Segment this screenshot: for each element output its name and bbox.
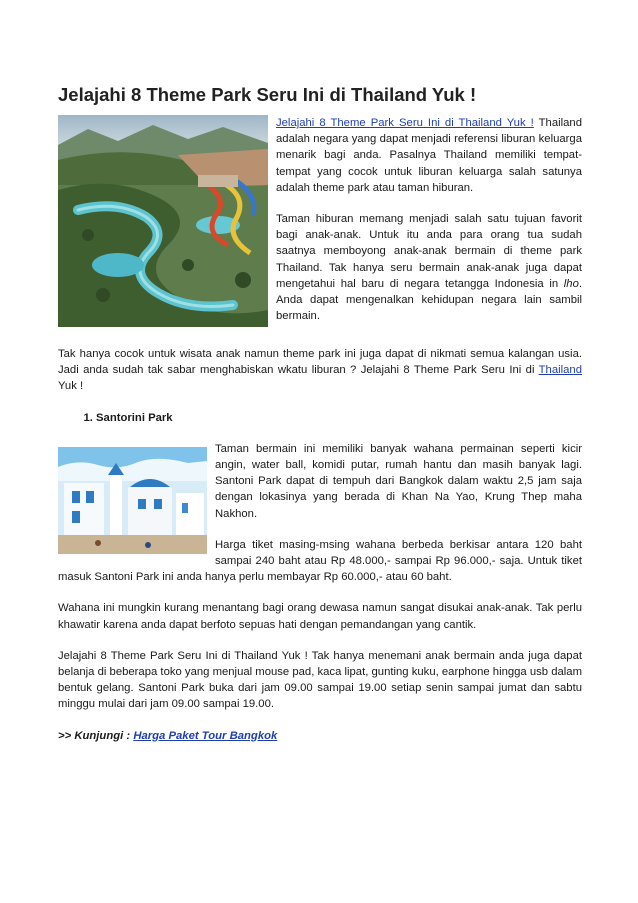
santorini-park-photo <box>58 447 207 554</box>
paragraph-theme-park: Tak hanya cocok untuk wisata anak namun theme park ini juga dapat di nikmati semua kalangan usia. Jadi anda sudah tak sabar menghabiskan wkatu liburan ? Jelajahi 8 Theme Park Seru Ini di Thailand Yuk ! <box>58 348 582 393</box>
tour-bangkok-link[interactable]: Harga Paket Tour Bangkok <box>133 729 278 742</box>
thailand-link[interactable]: Thailand <box>538 364 582 377</box>
list-item-santorini: 1. Santorini Park <box>96 410 582 426</box>
visit-line: >> Kunjungi : Harga Paket Tour Bangkok <box>58 729 278 742</box>
intro-paragraph-1: Jelajahi 8 Theme Park Seru Ini di Thailand Yuk ! Thailand adalah negara yang dapat menjadi referensi liburan keluarga menarik bagi anda. Pasalnya Thailand memiliki tempat-tempat yang cocok untuk liburan keluarga salah satunya adalah theme park atau taman hiburan. <box>276 117 582 194</box>
santorini-paragraph-1: Taman bermain ini memiliki banyak wahana permainan seperti kicir angin, water ball, komidi putar, rumah hantu dan masih banyak lagi. Santoni Park dapat di tempuh dari Bangkok dalam waktu 2,5 jam saja dengan lokasinya yang berada di Khan Na Yao, Krung Thep maha Nakhon. <box>215 442 582 520</box>
theme-park-list <box>58 410 582 426</box>
article-title: Jelajahi 8 Theme Park Seru Ini di Thailand Yuk ! <box>58 84 477 105</box>
article-title-link[interactable]: Jelajahi 8 Theme Park Seru Ini di Thailand Yuk ! <box>276 117 534 129</box>
paragraph-closing: Jelajahi 8 Theme Park Seru Ini di Thailand Yuk ! Tak hanya menemani anak bermain anda juga dapat belanja di beberapa toko yang menjual mouse pad, kaca lipat, gunting kuku, earphone hingga usb dalam bentuk gelang. Santoni Park buka dari jam 09.00 sampai 19.00 setiap senin sampai jumat dan sabtu minggu mulai dari jam 09.00 sampai 19.00. <box>58 649 582 711</box>
santorini-paragraph-2: Harga tiket masing-msing wahana berbeda berkisar antara 120 baht sampai 240 baht atau Rp 48.000,- sampai Rp 96.000,- saja. Untuk tiket masuk Santoni Park ini anda hanya perlu membayar Rp 60.000,- atau 60 baht. <box>58 538 582 584</box>
santorini-section <box>58 441 582 586</box>
article <box>58 84 582 744</box>
paragraph-wahana: Wahana ini mungkin kurang menantang bagi orang dewasa namun sangat disukai anak-anak. Tak perlu khawatir karena anda dapat berfoto sepuas hati dengan pemandangan yang cantik. <box>58 602 582 631</box>
intro-paragraph-2: Taman hiburan memang menjadi salah satu tujuan favorit bagi anak-anak. Untuk itu anda para orang tua sudah saatnya memboyong anak-anak bermain di theme park Thailand. Tak hanya seru bermain anak-anak juga dapat mengetahui hal baru di negara tetangga Indonesia in lho. Anda dapat mengenalkan kehidupan negara lain sambil bermain. <box>276 213 582 323</box>
water-park-photo <box>58 115 268 327</box>
intro-section <box>58 115 582 331</box>
